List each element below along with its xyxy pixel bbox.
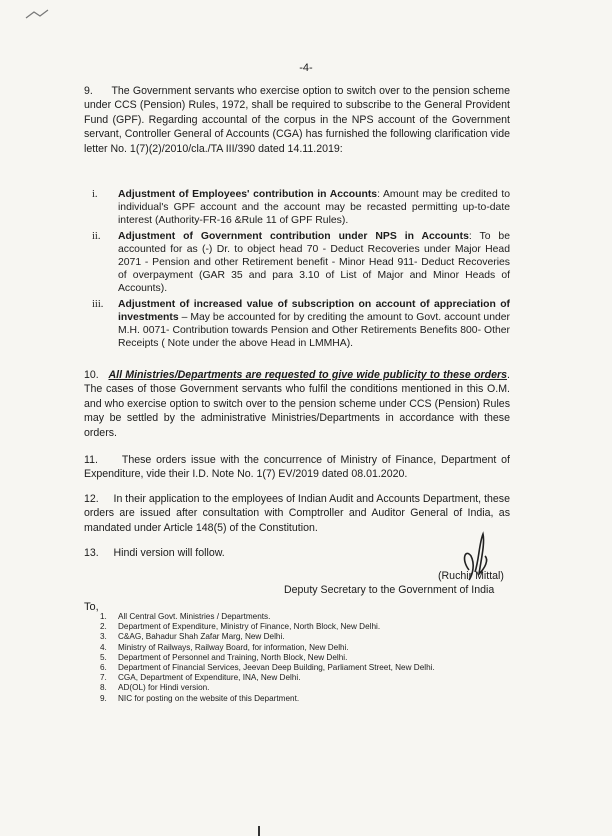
item-number: iii.: [92, 298, 104, 310]
item-text: : To be accounted for as (-) Dr. to object head 70 - Deduct Recoveries under Major Head 2071 - Pension and other Retirement benefit - Minor Head 911- Deduct Recoveries of overpayment (GAR 35 and para 3.10 of List of Major and Minor Heads of Accounts).: [118, 230, 510, 295]
list-item: [100, 683, 435, 693]
list-item: [100, 622, 435, 632]
list-item-text: Department of Personnel and Training, North Block, New Delhi.: [118, 652, 348, 662]
list-item: [100, 643, 435, 653]
list-item-text: Department of Financial Services, Jeevan Deep Building, Parliament Street, New Delhi.: [118, 663, 435, 673]
paragraph-13: [84, 546, 510, 560]
item-text: – May be accounted for by crediting the amount to Govt. account under M.H. 0071- Contribution towards Pension and Other Retirements Benefits 800- Other Receipts ( Note under the above Head in LMMHA).: [118, 311, 510, 350]
paragraph-11-text: 11. These orders issue with the concurrence of Ministry of Finance, Department of Expenditure, vide their I.D. Note No. 1(7) EV/2019 dated 08.01.2020.: [84, 454, 513, 481]
list-item-number: 5.: [100, 652, 107, 662]
list-item-number: 7.: [100, 673, 107, 683]
clarification-list: [84, 188, 510, 352]
list-item-text: Ministry of Railways, Railway Board, for information, New Delhi.: [118, 642, 349, 652]
list-item-number: 3.: [100, 632, 107, 642]
clarification-item: [84, 188, 510, 228]
signatory-name: (Ruchir Mittal): [438, 570, 504, 582]
list-item-text: All Central Govt. Ministries / Departments.: [118, 612, 271, 621]
list-item: [100, 612, 435, 622]
item-heading: Adjustment of increased value of subscription on account of appreciation of investments: [118, 298, 510, 323]
list-item: [100, 632, 435, 642]
paragraph-10-number: 10.: [84, 369, 99, 381]
list-item-number: 8.: [100, 683, 107, 693]
list-item-number: 1.: [100, 612, 107, 621]
paragraph-10: [84, 368, 510, 440]
list-item-text: CGA, Department of Expenditure, INA, New Delhi.: [118, 673, 301, 683]
copy-to-list: [100, 612, 435, 704]
list-item: [100, 673, 435, 683]
list-item-number: 4.: [100, 642, 107, 652]
item-number: i.: [92, 189, 98, 200]
paragraph-12-text: 12. In their application to the employees of Indian Audit and Accounts Department, these orders are issued after consultation with Comptroller and Auditor General of India, as mandated under Article 148(5) of the Constitution.: [84, 493, 513, 534]
item-number: ii.: [92, 230, 101, 242]
list-item: [100, 663, 435, 673]
list-item-text: NIC for posting on the website of this Department.: [118, 693, 300, 703]
list-item: [100, 694, 435, 704]
list-item-text: C&AG, Bahadur Shah Zafar Marg, New Delhi.: [118, 632, 285, 642]
list-item-text: AD(OL) for Hindi version.: [118, 683, 210, 693]
paragraph-10-text: . The cases of those Government servants who fulfil the conditions mentioned in this O.M. and who exercise option to switch over to the pension scheme under CCS (Pension) Rules may be settled by the administrative Ministries/Departments in accordance with these orders.: [84, 369, 510, 439]
list-item-number: 9.: [100, 693, 107, 703]
paragraph-13-text: 13. Hindi version will follow.: [84, 547, 225, 559]
corner-mark-icon: [24, 8, 50, 22]
list-item-text: Department of Expenditure, Ministry of Finance, North Block, New Delhi.: [118, 622, 381, 632]
list-item-number: 2.: [100, 622, 107, 632]
bottom-edge-mark: [258, 826, 260, 836]
item-heading: Adjustment of Employees' contribution in Accounts: [118, 189, 378, 200]
paragraph-10-heading: All Ministries/Departments are requested to give wide publicity to these orders: [108, 369, 508, 381]
item-text: : Amount may be credited to individual's GPF account and the account may be recasted permitting up-to-date interest (Authority-FR-16 &Rule 11 of GPF Rules).: [118, 189, 510, 227]
list-item: [100, 653, 435, 663]
signatory-designation: Deputy Secretary to the Government of India: [284, 584, 495, 596]
paragraph-9: [84, 84, 513, 156]
page-number: -4-: [299, 62, 313, 74]
paragraph-12: [84, 492, 513, 535]
paragraph-9-text: 9. The Government servants who exercise option to switch over to the pension scheme under CCS (Pension) Rules, 1972, shall be required to subscribe to the General Provident Fund (GPF). Regarding accountal of the corpus in the NPS account of the Government servant, Controller General of Accounts (CGA) has furnished the following clarification vide letter No. 1(7)(2)/2010/cla./TA III/390 dated 14.11.2019:: [84, 85, 513, 155]
clarification-item: [84, 298, 510, 351]
item-heading: Adjustment of Government contribution under NPS in Accounts: [118, 230, 469, 242]
clarification-item: [84, 230, 510, 296]
list-item-number: 6.: [100, 663, 107, 673]
paragraph-11: [84, 453, 513, 482]
to-label: To,: [84, 601, 99, 613]
